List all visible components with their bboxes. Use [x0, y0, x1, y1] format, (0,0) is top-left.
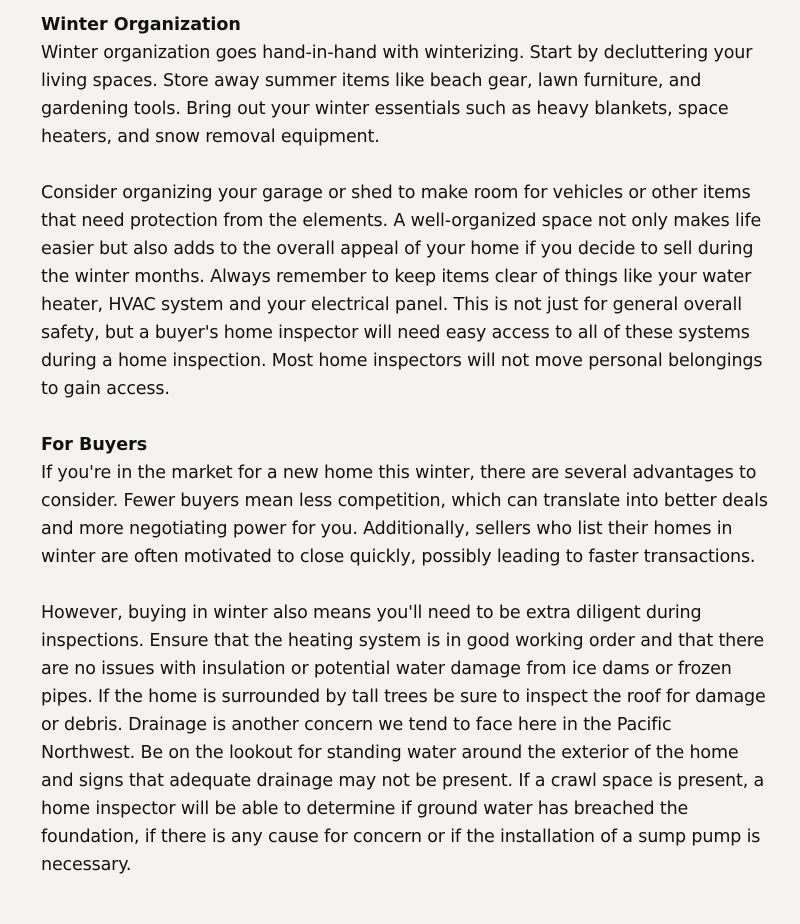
paragraph: Consider organizing your garage or shed to make room for vehicles or other items that need protection from the elements. A well-organized space not only makes life easier but also adds to the overall appeal of your home if you decide to sell during the winter months. Always remember to keep items clear of things like your water heater, HVAC system and your electrical panel. This is not just for general overall safety, but a buyer's home inspector will need easy access to all of these systems during a home inspection. Most home inspectors will not move personal belongings to gain access.	[41, 183, 763, 399]
paragraph: Winter organization goes hand-in-hand with winterizing. Start by decluttering your living spaces. Store away summer items like beach gear, lawn furniture, and gardening tools. Bring out your winter essentials such as heavy blankets, space heaters, and snow removal equipment.	[41, 43, 753, 147]
section-heading: Winter Organization	[41, 15, 241, 35]
paragraph-spacer	[41, 151, 770, 179]
section-winter-organization	[41, 11, 770, 403]
section-for-buyers	[41, 431, 770, 879]
paragraph: If you're in the market for a new home this winter, there are several advantages to consider. Fewer buyers mean less competition, which can translate into better deals and more negotiating power for you. Additionally, sellers who list their homes in winter are often motivated to close quickly, possibly leading to faster transactions.	[41, 463, 768, 567]
paragraph: However, buying in winter also means you'll need to be extra diligent during inspections. Ensure that the heating system is in good working order and that there are no issues with insulation or potential water damage from ice dams or frozen pipes. If the home is surrounded by tall trees be sure to inspect the roof for damage or debris. Drainage is another concern we tend to face here in the Pacific Northwest. Be on the lookout for standing water around the exterior of the home and signs that adequate drainage may not be present. If a crawl space is present, a home inspector will be able to determine if ground water has breached the foundation, if there is any cause for concern or if the installation of a sump pump is necessary.	[41, 603, 766, 875]
section-spacer	[41, 403, 770, 431]
paragraph-spacer	[41, 571, 770, 599]
section-heading: For Buyers	[41, 435, 148, 455]
